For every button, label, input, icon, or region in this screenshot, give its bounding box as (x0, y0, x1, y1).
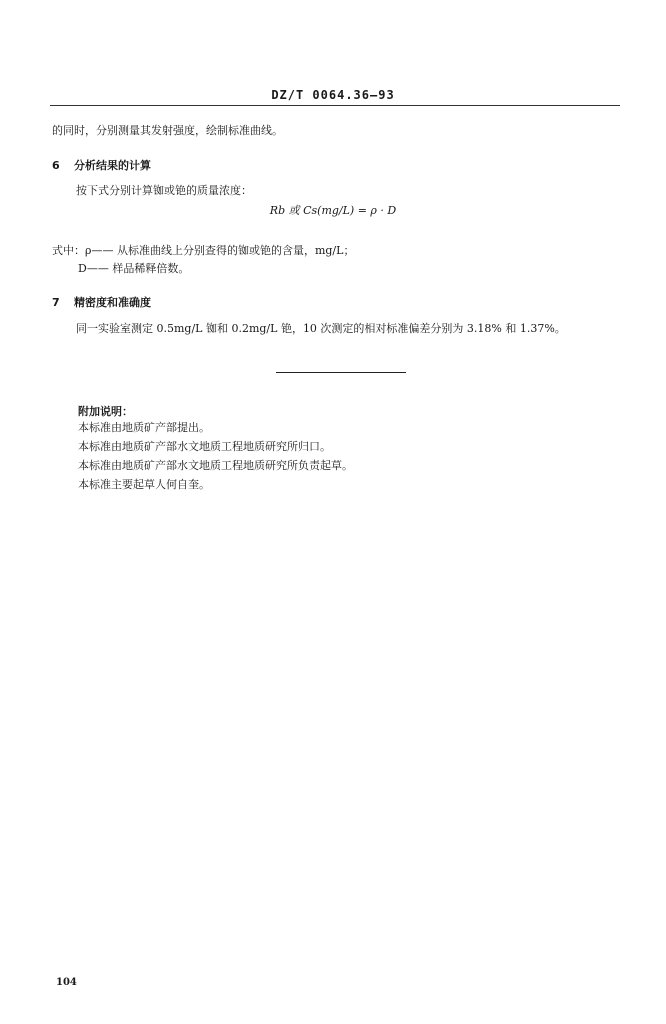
section-7-number: 7 (52, 296, 60, 309)
section-7-text: 同一实验室测定 0.5mg/L 铷和 0.2mg/L 铯，10 次测定的相对标准偏差分别为 3.18% 和 1.37%。 (76, 322, 566, 335)
note-line: 本标准主要起草人何自奎。 (78, 478, 210, 491)
where-d: D—— 样品稀释倍数。 (78, 262, 190, 275)
note-line: 本标准由地质矿产部水文地质工程地质研究所归口。 (78, 440, 331, 453)
header-rule (50, 105, 620, 106)
page-number: 104 (56, 977, 77, 988)
note-line: 本标准由地质矿产部水文地质工程地质研究所负责起草。 (78, 459, 353, 472)
where-rho: 式中：ρ—— 从标准曲线上分别查得的铷或铯的含量，mg/L； (52, 244, 355, 257)
notes-title: 附加说明： (78, 405, 133, 418)
section-6-heading (52, 157, 151, 173)
section-7-title: 精密度和准确度 (74, 296, 151, 309)
document-code: DZ/T 0064.36—93 (271, 88, 395, 102)
note-line: 本标准由地质矿产部提出。 (78, 421, 210, 434)
section-6-number: 6 (52, 159, 60, 172)
section-7-heading (52, 294, 151, 310)
section-6-title: 分析结果的计算 (74, 159, 151, 172)
section-6-intro: 按下式分别计算铷或铯的质量浓度： (76, 184, 252, 197)
separator-rule (276, 372, 406, 373)
formula: Rb 或 Cs(mg/L) = ρ · D (269, 204, 397, 217)
continuation-text: 的同时，分别测量其发射强度，绘制标准曲线。 (52, 124, 283, 137)
